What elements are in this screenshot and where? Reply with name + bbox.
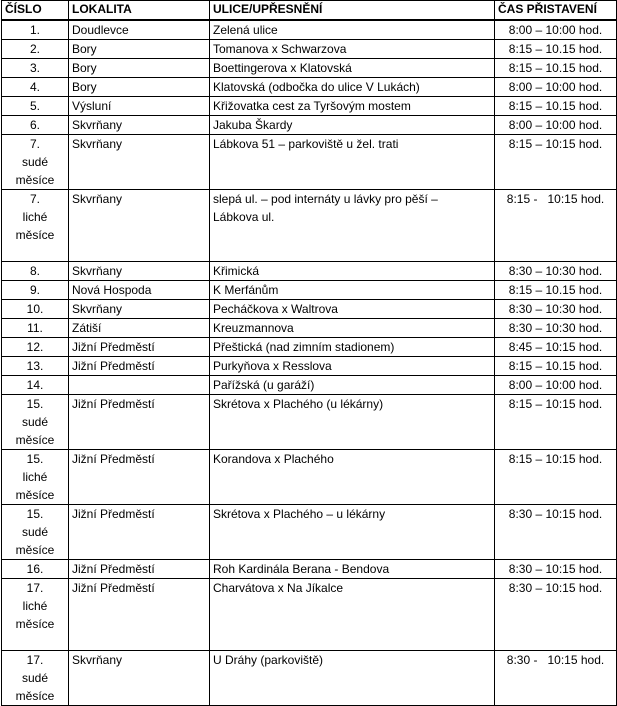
cell-cas	[495, 262, 617, 281]
ulice-line: Zelená ulice	[213, 23, 278, 37]
cas-text: 8:00 – 10:00 hod.	[508, 118, 603, 132]
cell-lokalita	[69, 395, 210, 450]
cislo-line: 4.	[29, 80, 40, 94]
cell-ulice	[210, 78, 495, 97]
cell-ulice	[210, 560, 495, 579]
cell-cas	[495, 20, 617, 40]
cas-text: 8:30 - 10:15 hod.	[506, 653, 605, 667]
lokalita-text: Jižní Předměstí	[72, 452, 155, 466]
table-row	[2, 262, 617, 281]
ulice-line: Lábkova 51 – parkoviště u žel. trati	[213, 137, 399, 151]
cell-ulice	[210, 319, 495, 338]
table-row	[2, 357, 617, 376]
table-row	[2, 450, 617, 505]
cell-cas	[495, 560, 617, 579]
cell-lokalita	[69, 357, 210, 376]
cislo-line: měsíce	[15, 228, 55, 242]
cell-cislo	[2, 78, 69, 97]
cislo-line: 10.	[26, 302, 44, 316]
cell-cislo	[2, 116, 69, 135]
table-row	[2, 78, 617, 97]
cas-text: 8:15 – 10:15 hod.	[508, 452, 603, 466]
cell-ulice	[210, 59, 495, 78]
table-row	[2, 505, 617, 560]
cell-cas	[495, 40, 617, 59]
table-row	[2, 190, 617, 262]
cell-ulice	[210, 505, 495, 560]
ulice-line: U Dráhy (parkoviště)	[213, 653, 324, 667]
ulice-line: Klatovská (odbočka do ulice V Lukách)	[213, 80, 420, 94]
ulice-line: Přeštická (nad zimním stadionem)	[213, 340, 395, 354]
cislo-line: liché	[22, 470, 48, 484]
table-row	[2, 376, 617, 395]
table-row	[2, 116, 617, 135]
cas-text: 8:15 – 10.15 hod.	[508, 359, 603, 373]
cell-cas	[495, 579, 617, 651]
lokalita-text: Bory	[72, 80, 97, 94]
cislo-line: 1.	[29, 23, 40, 37]
cell-lokalita	[69, 20, 210, 40]
cell-cislo	[2, 357, 69, 376]
ulice-line: Roh Kardinála Berana - Bendova	[213, 562, 390, 576]
cislo-line: 15.	[26, 452, 44, 466]
cell-cas	[495, 59, 617, 78]
cell-lokalita	[69, 40, 210, 59]
table-row	[2, 651, 617, 706]
ulice-line: Pecháčkova x Waltrova	[213, 302, 338, 316]
lokalita-text: Skvrňany	[72, 137, 123, 151]
ulice-line: slepá ul. – pod internáty u lávky pro pěší –	[213, 192, 438, 206]
cell-ulice	[210, 135, 495, 190]
table-row	[2, 338, 617, 357]
cell-lokalita	[69, 651, 210, 706]
cell-ulice	[210, 40, 495, 59]
cell-ulice	[210, 376, 495, 395]
cell-cas	[495, 97, 617, 116]
cell-cislo	[2, 651, 69, 706]
cas-text: 8:30 – 10:15 hod.	[508, 507, 603, 521]
cell-ulice	[210, 338, 495, 357]
cell-lokalita	[69, 560, 210, 579]
lokalita-text: Jižní Předměstí	[72, 507, 155, 521]
table-row	[2, 560, 617, 579]
cell-lokalita	[69, 338, 210, 357]
cell-cas	[495, 300, 617, 319]
cislo-line: 13.	[26, 359, 44, 373]
lokalita-text: Skvrňany	[72, 653, 123, 667]
table-row	[2, 20, 617, 40]
lokalita-text: Skvrňany	[72, 302, 123, 316]
cell-lokalita	[69, 97, 210, 116]
cas-text: 8:15 – 10.15 hod.	[508, 42, 603, 56]
schedule-table	[1, 0, 617, 706]
cell-cas	[495, 505, 617, 560]
ulice-line: Křižovatka cest za Tyršovým mostem	[213, 99, 411, 113]
table-row	[2, 300, 617, 319]
cell-lokalita	[69, 300, 210, 319]
cislo-line: měsíce	[15, 488, 55, 502]
cell-cas	[495, 281, 617, 300]
cas-text: 8:45 – 10:15 hod.	[508, 340, 603, 354]
cell-cislo	[2, 190, 69, 262]
cell-lokalita	[69, 281, 210, 300]
cell-cislo	[2, 59, 69, 78]
cislo-line: sudé	[21, 671, 49, 685]
cas-text: 8:15 - 10:15 hod.	[506, 192, 605, 206]
cislo-line: 5.	[29, 99, 40, 113]
cell-lokalita	[69, 579, 210, 651]
cell-ulice	[210, 97, 495, 116]
cislo-line: sudé	[21, 415, 49, 429]
cislo-line: 17.	[26, 653, 44, 667]
cell-cislo	[2, 579, 69, 651]
cell-lokalita	[69, 262, 210, 281]
cell-ulice	[210, 579, 495, 651]
cislo-line: 9.	[29, 283, 40, 297]
cell-cislo	[2, 395, 69, 450]
cell-ulice	[210, 450, 495, 505]
cislo-line: 6.	[29, 118, 40, 132]
cislo-line: měsíce	[15, 543, 55, 557]
cislo-line: 7.	[29, 137, 40, 151]
cell-ulice	[210, 651, 495, 706]
ulice-line: Lábkova ul.	[213, 210, 275, 224]
ulice-line: Kreuzmannova	[213, 321, 294, 335]
cell-cas	[495, 116, 617, 135]
cell-cislo	[2, 505, 69, 560]
cislo-line: 3.	[29, 61, 40, 75]
lokalita-text: Zátiší	[72, 321, 102, 335]
cell-cislo	[2, 281, 69, 300]
lokalita-text: Skvrňany	[72, 264, 123, 278]
cell-ulice	[210, 190, 495, 262]
table-row	[2, 59, 617, 78]
cell-ulice	[210, 116, 495, 135]
table-row	[2, 135, 617, 190]
lokalita-text: Nová Hospoda	[72, 283, 152, 297]
ulice-line: Křimická	[213, 264, 260, 278]
ulice-line: Charvátova x Na Jíkalce	[213, 581, 344, 595]
cell-cislo	[2, 560, 69, 579]
cell-ulice	[210, 20, 495, 40]
cas-text: 8:15 – 10:15 hod.	[508, 137, 603, 151]
cas-text: 8:15 – 10.15 hod.	[508, 61, 603, 75]
cell-lokalita	[69, 135, 210, 190]
cell-cas	[495, 357, 617, 376]
lokalita-text: Bory	[72, 42, 97, 56]
cell-ulice	[210, 395, 495, 450]
cas-text: 8:00 – 10:00 hod.	[508, 23, 603, 37]
cislo-line: 12.	[26, 340, 44, 354]
table-body	[2, 20, 617, 706]
lokalita-text: Bory	[72, 61, 97, 75]
table-row	[2, 97, 617, 116]
ulice-line: Korandova x Plachého	[213, 452, 334, 466]
table-row	[2, 281, 617, 300]
ulice-line: Skrétova x Plachého – u lékárny	[213, 507, 386, 521]
cell-cas	[495, 78, 617, 97]
table-row	[2, 579, 617, 651]
cas-text: 8:30 – 10:30 hod.	[508, 321, 603, 335]
cislo-line: 14.	[26, 378, 44, 392]
cell-cas	[495, 135, 617, 190]
lokalita-text: Skvrňany	[72, 192, 123, 206]
cell-ulice	[210, 357, 495, 376]
header-ulice: ULICE/UPŘESNĚNÍ	[210, 1, 495, 21]
cislo-line: 15.	[26, 507, 44, 521]
cislo-line: sudé	[21, 155, 49, 169]
table-row	[2, 40, 617, 59]
cell-cas	[495, 319, 617, 338]
lokalita-text: Jižní Předměstí	[72, 397, 155, 411]
cell-cas	[495, 450, 617, 505]
cas-text: 8:15 – 10:15 hod.	[508, 397, 603, 411]
cas-text: 8:30 – 10:30 hod.	[508, 264, 603, 278]
cell-lokalita	[69, 450, 210, 505]
cell-cislo	[2, 135, 69, 190]
cell-lokalita	[69, 116, 210, 135]
cell-cas	[495, 651, 617, 706]
lokalita-text: Jižní Předměstí	[72, 581, 155, 595]
header-row	[2, 1, 617, 21]
cas-text: 8:30 – 10:30 hod.	[508, 302, 603, 316]
cislo-line: 2.	[29, 42, 40, 56]
cell-cislo	[2, 450, 69, 505]
cell-cislo	[2, 319, 69, 338]
cislo-line: měsíce	[15, 617, 55, 631]
cislo-line: 7.	[29, 192, 40, 206]
ulice-line: Jakuba Škardy	[213, 118, 293, 132]
ulice-line: Skrétova x Plachého (u lékárny)	[213, 397, 384, 411]
cell-lokalita	[69, 190, 210, 262]
cislo-line: měsíce	[15, 433, 55, 447]
lokalita-text: Doudlevce	[72, 23, 129, 37]
header-cislo: ČÍSLO	[2, 1, 69, 21]
ulice-line: Tomanova x Schwarzova	[213, 42, 347, 56]
cislo-line: 8.	[29, 264, 40, 278]
lokalita-text: Jižní Předměstí	[72, 340, 155, 354]
cislo-line: liché	[22, 210, 48, 224]
cell-cislo	[2, 376, 69, 395]
cell-ulice	[210, 300, 495, 319]
cislo-line: měsíce	[15, 689, 55, 703]
cell-ulice	[210, 281, 495, 300]
lokalita-text: Výsluní	[72, 99, 112, 113]
cislo-line: 17.	[26, 581, 44, 595]
ulice-line: Pařížská (u garáží)	[213, 378, 315, 392]
cas-text: 8:15 – 10.15 hod.	[508, 99, 603, 113]
lokalita-text: Jižní Předměstí	[72, 562, 155, 576]
ulice-line: Boettingerova x Klatovská	[213, 61, 352, 75]
cislo-line: 15.	[26, 397, 44, 411]
cislo-line: měsíce	[15, 173, 55, 187]
cell-ulice	[210, 262, 495, 281]
cislo-line: 11.	[27, 321, 43, 335]
cislo-line: liché	[22, 599, 48, 613]
cell-cislo	[2, 20, 69, 40]
cell-lokalita	[69, 505, 210, 560]
header-lokalita: LOKALITA	[69, 1, 210, 21]
cas-text: 8:00 – 10:00 hod.	[508, 378, 603, 392]
cell-cas	[495, 395, 617, 450]
table-row	[2, 319, 617, 338]
cell-lokalita	[69, 59, 210, 78]
cell-lokalita	[69, 376, 210, 395]
cell-lokalita	[69, 78, 210, 97]
cas-text: 8:00 – 10:00 hod.	[508, 80, 603, 94]
cas-text: 8:15 – 10.15 hod.	[508, 283, 603, 297]
cislo-line: sudé	[21, 525, 49, 539]
ulice-line: Purkyňova x Resslova	[213, 359, 332, 373]
cell-cas	[495, 376, 617, 395]
cell-cas	[495, 190, 617, 262]
table-row	[2, 395, 617, 450]
cas-text: 8:30 – 10:15 hod.	[508, 562, 603, 576]
cell-cas	[495, 338, 617, 357]
cas-text: 8:30 – 10:15 hod.	[508, 581, 603, 595]
header-cas: ČAS PŘISTAVENÍ	[495, 1, 617, 21]
ulice-line: K Merfánům	[213, 283, 279, 297]
cell-lokalita	[69, 319, 210, 338]
lokalita-text: Jižní Předměstí	[72, 359, 155, 373]
cell-cislo	[2, 97, 69, 116]
cell-cislo	[2, 300, 69, 319]
cislo-line: 16.	[26, 562, 44, 576]
cell-cislo	[2, 338, 69, 357]
lokalita-text: Skvrňany	[72, 118, 123, 132]
cell-cislo	[2, 262, 69, 281]
cell-cislo	[2, 40, 69, 59]
